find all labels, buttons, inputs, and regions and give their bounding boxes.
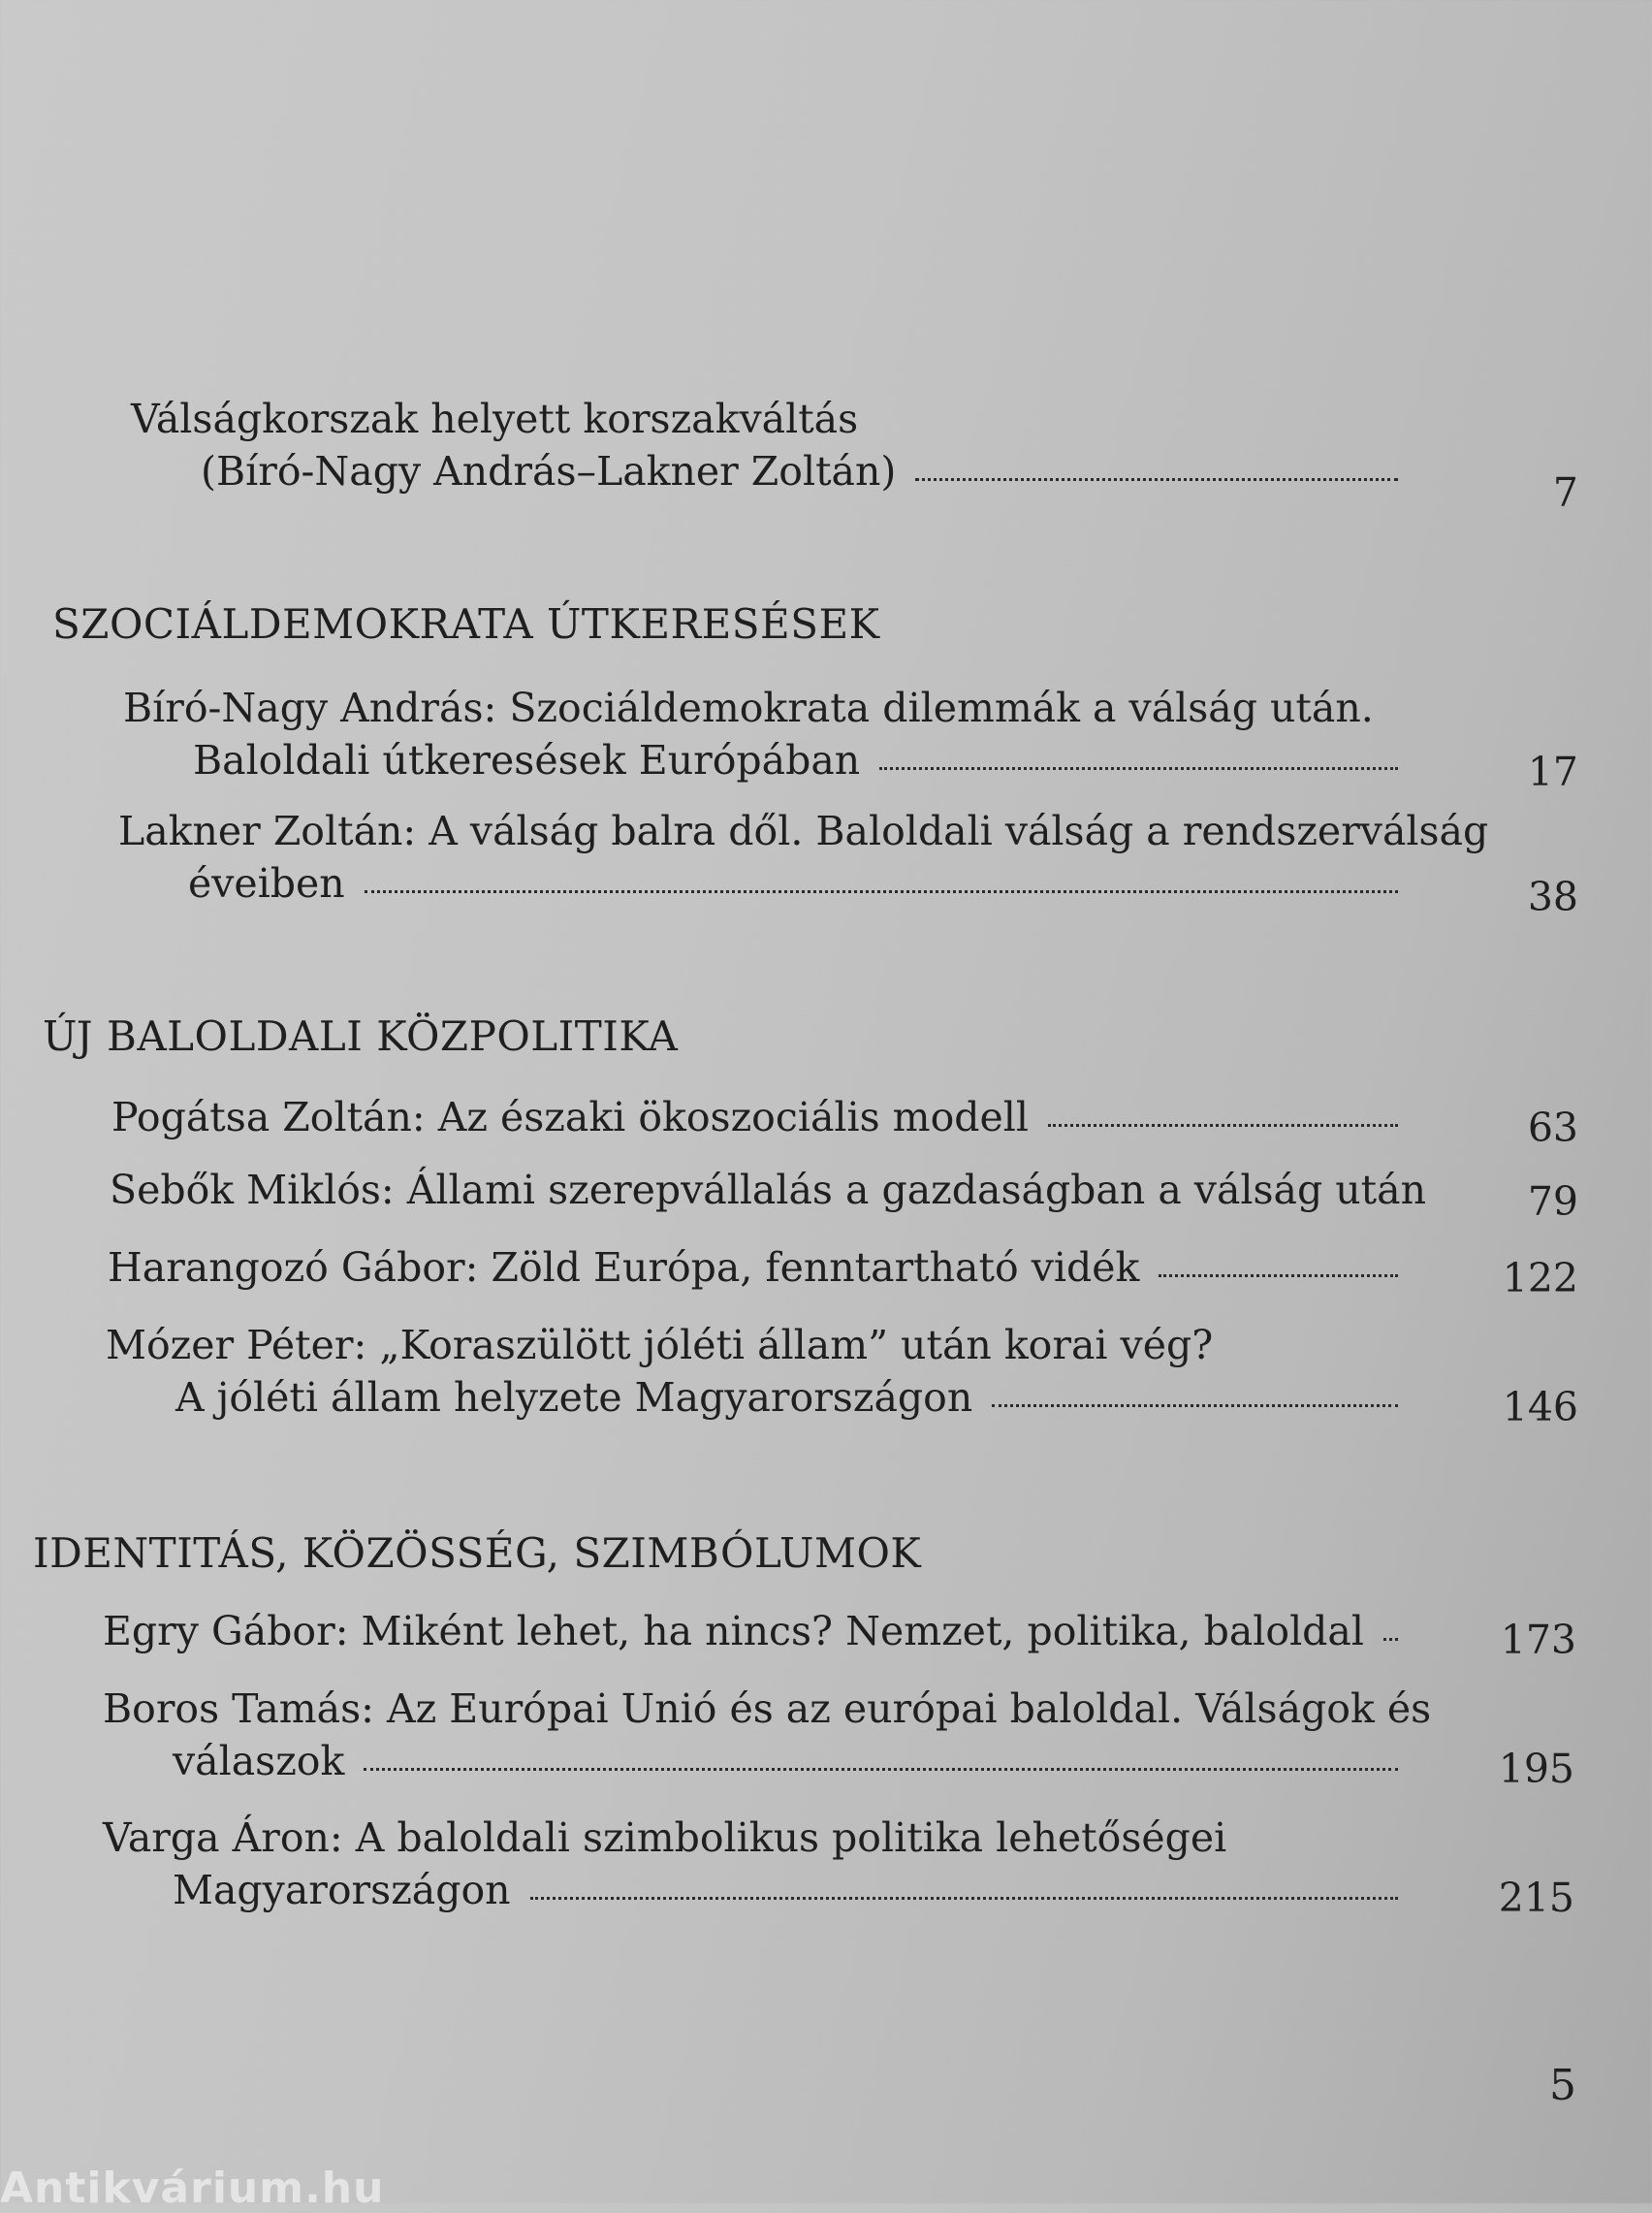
toc-entry-title-cont: válaszok [173, 1738, 345, 1784]
leader-dots [915, 478, 1398, 481]
toc-page-number: 38 [1527, 874, 1578, 920]
toc-entry-title: Pogátsa Zoltán: Az északi ökoszociális modell [111, 1094, 1029, 1140]
leader-dots [530, 1897, 1398, 1900]
leader-dots [1048, 1124, 1398, 1127]
leader-dots [879, 767, 1398, 770]
toc-entry-title: Varga Áron: A baloldali szimbolikus politika lehetőségei [103, 1814, 1227, 1861]
toc-entry-title: Sebők Miklós: Állami szerepvállalás a gazdaságban a válság után [110, 1167, 1427, 1213]
toc-entry [103, 1605, 1414, 1657]
toc-entry-title: Mózer Péter: „Koraszülött jóléti állam” után korai vég? [106, 1322, 1214, 1368]
toc-entry-title-cont: Magyarországon [173, 1867, 511, 1913]
toc-entry-title-cont: A jóléti állam helyzete Magyarországon [175, 1374, 973, 1421]
page-folio: 5 [1549, 2061, 1576, 2110]
toc-entry [111, 1091, 1414, 1143]
toc-entry [110, 1164, 1427, 1216]
leader-dots [992, 1404, 1398, 1407]
toc-entry [118, 805, 1489, 910]
toc-entry-title: Válságkorszak helyett korszakváltás [131, 396, 859, 442]
toc-entry-title: Egry Gábor: Miként lehet, ha nincs? Nemzet, politika, baloldal [103, 1608, 1364, 1654]
section-heading: SZOCIÁLDEMOKRATA ÚTKERESÉSEK [52, 600, 880, 648]
toc-page-number: 17 [1527, 749, 1578, 795]
toc-entry [123, 682, 1414, 786]
toc-entry-title-cont: (Bíró-Nagy András–Lakner Zoltán) [201, 448, 897, 495]
leader-dots [1383, 1638, 1398, 1641]
antikvarium-watermark: Antikvárium.hu [0, 2164, 385, 2213]
toc-page-number: 215 [1498, 1875, 1574, 1921]
toc-entry [106, 1319, 1414, 1424]
leader-dots [365, 890, 1398, 893]
toc-page-number: 195 [1498, 1746, 1574, 1792]
toc-page-number: 173 [1500, 1617, 1576, 1663]
toc-page-number: 122 [1502, 1255, 1578, 1301]
toc-entry-title: Bíró-Nagy András: Szociáldemokrata dilemmák a válság után. [123, 685, 1374, 731]
toc-page-number: 79 [1527, 1178, 1578, 1225]
toc-entry-title-cont: éveiben [188, 860, 345, 907]
toc-entry [103, 1683, 1432, 1787]
toc-entry-intro [131, 393, 1414, 497]
toc-page-number: 7 [1552, 469, 1578, 516]
section-heading: IDENTITÁS, KÖZÖSSÉG, SZIMBÓLUMOK [33, 1529, 922, 1577]
leader-dots [364, 1768, 1398, 1771]
toc-entry-title-cont: Baloldali útkeresések Európában [193, 737, 861, 784]
section-heading: ÚJ BALOLDALI KÖZPOLITIKA [43, 1012, 679, 1060]
toc-page-number: 63 [1527, 1105, 1578, 1151]
toc-entry-title: Boros Tamás: Az Európai Unió és az európai baloldal. Válságok és [103, 1685, 1432, 1732]
toc-entry [103, 1812, 1414, 1916]
leader-dots [1159, 1274, 1398, 1277]
toc-page-number: 146 [1502, 1384, 1578, 1430]
toc-entry-title: Lakner Zoltán: A válság balra dől. Baloldali válság a rendszerválság [118, 808, 1489, 854]
toc-entry [108, 1241, 1414, 1294]
toc-entry-title: Harangozó Gábor: Zöld Európa, fenntartható vidék [108, 1244, 1140, 1291]
